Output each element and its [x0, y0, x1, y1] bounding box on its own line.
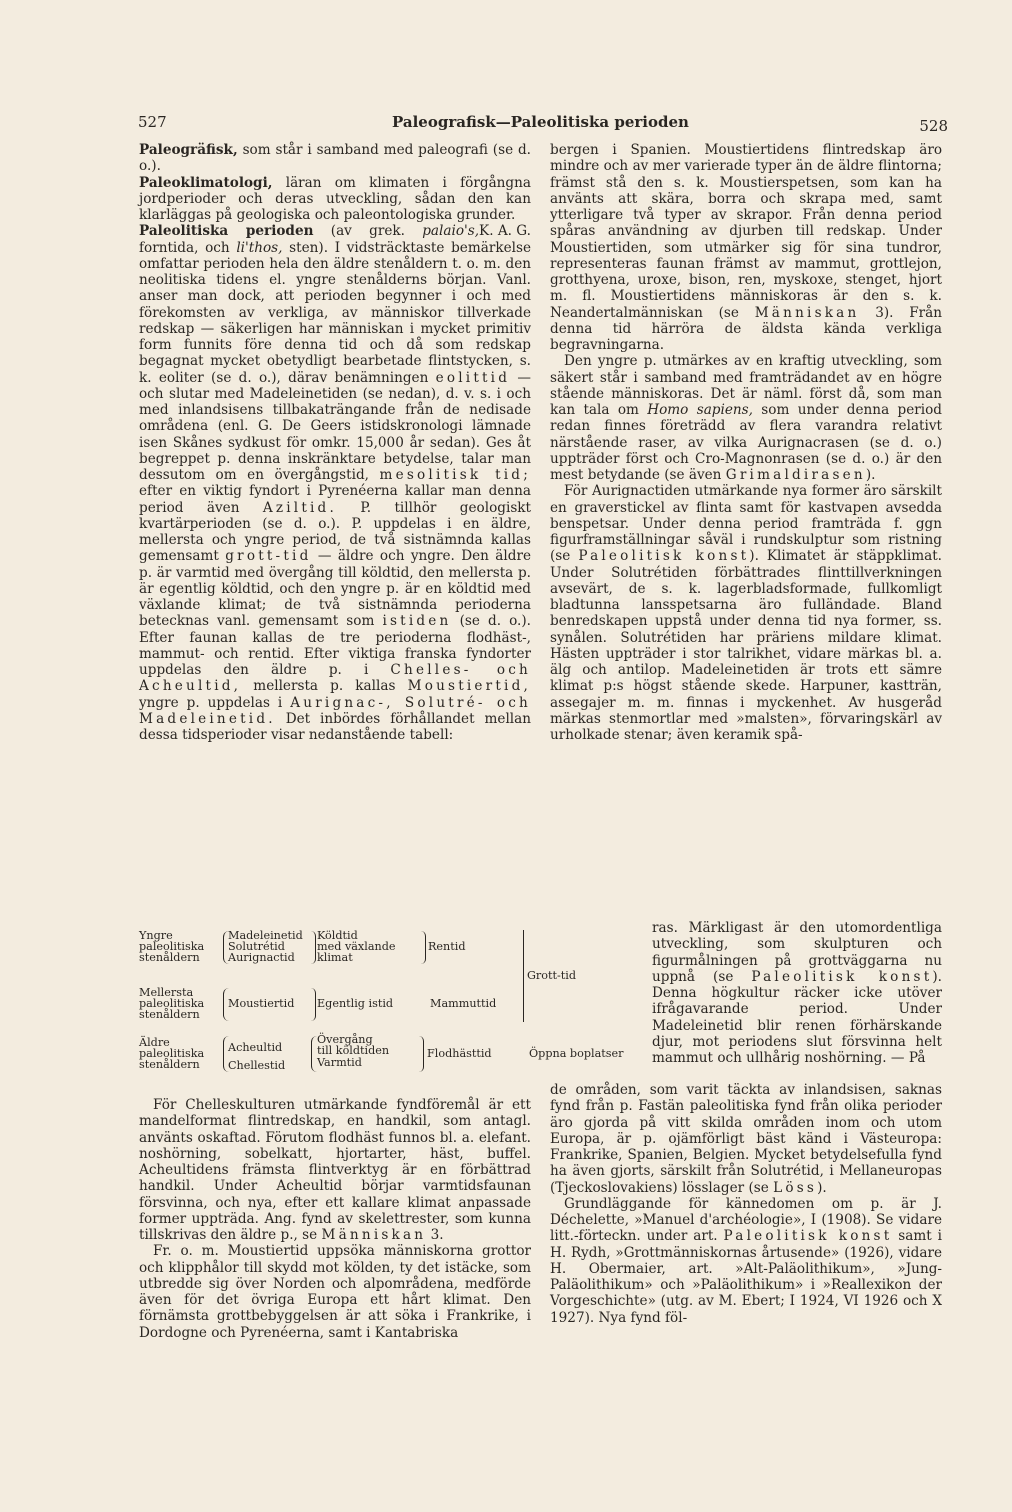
- right-column-lower: [550, 1082, 942, 1326]
- table-cell: Flodhästtid: [427, 1047, 492, 1060]
- table-cell: Madeleinetid: [228, 929, 303, 942]
- left-column-lower: [139, 1097, 531, 1341]
- table-cell: stenåldern: [139, 951, 200, 964]
- table-cell: Egentlig istid: [317, 997, 394, 1010]
- paragraph: [139, 1243, 531, 1341]
- table-cell: Chellestid: [228, 1059, 286, 1072]
- paragraph-text: ). Klimatet är stäppklimat. Under Solutrétiden förbättrades flinttillverkningen avsevärt, de s. k. lagerbladsformade, fullkomligt bladtunna lansspetsarna äro fulländade. Bland benredskapen uppstå under denna tid nya former, ss. synålen. Solutrétiden har präriens mildare klimat. Hästen uppträder i stor talrikhet, vidare märkas bl. a. älg och antilop. Madeleinetiden är trots ett sämre klimat p:s högst stående skede. Harpuner, kastträn, assegajer m. m. finnas i myckenhet. Av husgeråd märkas stenmortlar med »malsten», förvaringskärl av urholkade stenar; även keramik spå-: [550, 548, 942, 743]
- table-cell: Moustiertid: [228, 997, 295, 1010]
- period-table: [139, 930, 659, 1080]
- spaced-term: Aurignac-, Solutré- och Madeleinetid.: [139, 694, 532, 727]
- table-cell: stenåldern: [139, 1008, 200, 1021]
- page-number-right: 528: [919, 117, 948, 135]
- table-cell: Mellersta: [139, 986, 194, 999]
- table-cell: paleolitiska: [139, 1047, 205, 1060]
- table-cell: Mammuttid: [430, 997, 497, 1010]
- table-cell: Övergång: [317, 1033, 373, 1046]
- author-signature: K. A. G.: [479, 223, 531, 240]
- paragraph-text: som under denna period redan finnes företrädd av flera varandra relativt närstående raser, av vilka Aurignacrasen (se d. o.) uppträder först och Cro-Magnonrasen (se d. o.) är den mest betydande (se även: [550, 402, 942, 483]
- paragraph-text: För Aurignactiden utmärkande nya former äro särskilt en graverstickel av flinta samt för kastvapen avsedda benspetsar. Under denna period framträda f. ggn figurframställningar såväl i rundskulptur som ristning (se: [550, 483, 942, 565]
- table-cell: Rentid: [428, 940, 466, 953]
- entry-text: (se d. o.). Efter faunan kallas de tre perioderna flodhäst-, mammut- och rentid. Efter viktiga franska fyndorter uppdelas den äldre p. i: [139, 613, 531, 678]
- spaced-term: Moustiertid,: [407, 678, 531, 695]
- paragraph: [550, 1082, 942, 1196]
- paragraph: [550, 1196, 942, 1326]
- table-cell: Öppna boplatser: [529, 1047, 624, 1060]
- brace: [421, 931, 426, 964]
- paragraph-text: 3). Från denna tid härröra de äldsta kända verkliga begravningarna.: [550, 304, 942, 353]
- entry-paleolitiska-perioden: [139, 223, 531, 743]
- running-head: Paleografisk—Paleolitiska perioden: [392, 113, 689, 131]
- entry-text: mellersta p. kallas: [241, 678, 408, 695]
- entry-paleografisk: [139, 142, 531, 175]
- brace: [311, 988, 316, 1021]
- table-cell: Yngre: [139, 929, 173, 942]
- table-cell: Grott-tid: [527, 969, 577, 982]
- page-header: [130, 113, 950, 137]
- paragraph-text: bergen i Spanien. Moustiertidens flintredskap äro mindre och av mer varierade typer än de äldre flintorna; främst stå den s. k. Moustierspetsen, som kan ha använts att skära, borra och skrapa med, samt ytterligare två typer av skrapor. Från denna period spåras användning av djurben till redskap. Under Moustiertiden, som utmärker sig för sina tundror, representeras faunan främst av mammut, grottlejon, grotthyena, uroxe, bison, ren, myskoxe, stenget, hjort m. fl. Moustiertidens människoras är den s. k. Neandertalmänniskan (se: [550, 142, 942, 321]
- italic-term: Homo sapiens,: [647, 402, 753, 418]
- wrapped-paragraph: [652, 920, 942, 1066]
- table-cell: Solutrétid: [228, 940, 285, 953]
- paragraph: [652, 920, 942, 1066]
- paragraph: [139, 1097, 531, 1243]
- entry-text: Det inbördes förhållandet mellan dessa tidsperioder visar nedanstående tabell:: [139, 710, 531, 743]
- paragraph-text: Fr. o. m. Moustiertid uppsöka människorna grottor och klipphålor till skydd mot kölden, ty det istäcke, som utbredde sig över Norden och alpområdena, medförde även för det övriga Europa ett hårt klimat. Den förnämsta grottbebyggelsen är att söka i Frankrike, i Dordogne och Pyrenéerna, samt i Kantabriska: [139, 1243, 531, 1341]
- table-cell: till köldtiden: [317, 1044, 390, 1057]
- spaced-term: Löss: [773, 1179, 818, 1196]
- entry-text: — och slutar med Madeleinetiden (se nedan), d. v. s. i och med inlandsisens tillbakaträngande från de nedisade områdena (enl. G. De Geers istidskronologi lämnade isen Skånes sydkust för omkr. 15,000 år sedan). Ges åt begreppet p. denna inskränktare betydelse, talar man dessutom om en övergångstid,: [139, 369, 531, 483]
- headword: Paleolitiska perioden: [139, 223, 314, 240]
- brace: [419, 1036, 424, 1072]
- paragraph-text: ).: [817, 1179, 827, 1196]
- page-number-left: 527: [138, 113, 167, 131]
- spaced-term: Paleolitisk konst: [751, 968, 933, 985]
- paragraph-text: Den yngre p. utmärkes av en kraftig utveckling, som säkert står i samband med framträdandet av en högre stående människoras. Det är näml. först då, som man kan tala om: [550, 353, 942, 418]
- paragraph-text: ). Denna högkultur räcker icke utöver ifrågavarande period. Under Madeleinetid blir renen förhärskande djur, mot periodens slut försvinna helt mammut och ullhårig noshörning. — På: [652, 968, 942, 1066]
- table-cell: med växlande: [317, 940, 396, 953]
- entry-text: läran om klimaten i förgångna jordperioder och deras utveckling, sådan den kan klarläggas på geologiska och paleontologiska grunder.: [139, 174, 531, 223]
- spaced-term: Paleolitisk konst: [578, 548, 750, 565]
- table-cell: Köldtid: [317, 929, 358, 942]
- entry-text: som står i samband med paleografi (se d. o.).: [139, 142, 531, 175]
- spaced-term: Aziltid.: [262, 499, 337, 516]
- spaced-term: Människan: [321, 1227, 427, 1243]
- headword: Paleoklimatologi,: [139, 174, 273, 191]
- greek-term: li'thos,: [236, 239, 283, 256]
- spaced-term: Grimaldirasen: [725, 467, 866, 483]
- brace: [517, 930, 524, 1022]
- entry-text: P. tillhör geologiskt kvartärperioden (se d. o.). P. uppdelas i en äldre, mellersta och yngre period, de två sistnämnda kallas gemensamt: [139, 499, 531, 565]
- brace: [311, 931, 316, 964]
- spaced-term: Människan: [754, 304, 860, 321]
- paragraph-text: Grundläggande för kännedomen om p. är J. Déchelette, »Manuel d'archéologie», I (1908). Se vidare litt.-förteckn. under art.: [550, 1195, 942, 1245]
- table-cell: klimat: [317, 951, 353, 964]
- table-cell: stenåldern: [139, 1058, 200, 1071]
- greek-term: palaio's,: [422, 223, 480, 240]
- table-cell: Acheultid: [228, 1041, 283, 1054]
- paragraph-text: För Chelleskulturen utmärkande fyndföremål är ett mandelformat flintredskap, en handkil, som antagl. använts oskaftad. Förutom flodhäst funnos bl. a. elefant. noshörning, sobelkatt, hjortarter, häst, buffel. Acheultidens främsta flintverktyg är en förbättrad handkil. Under Acheultid börjar varmtidsfaunan försvinna, och nya, efter ett kallare klimat anpassade former uppträda. Ang. fynd av skelettrester, som kunna tillskrivas den äldre p., se: [139, 1097, 531, 1243]
- table-cell: Aurignactid: [228, 951, 295, 964]
- table-cell: paleolitiska: [139, 997, 205, 1010]
- table-cell: Varmtid: [317, 1056, 362, 1069]
- entry-text: forntida, och: [139, 239, 237, 256]
- headword: Paleogräfisk,: [139, 142, 238, 158]
- left-column: [139, 142, 531, 743]
- entry-text: yngre p. uppdelas i: [139, 694, 291, 711]
- spaced-term: mesolitisk tid;: [379, 467, 531, 483]
- entry-text: efter en viktig fyndort i Pyrenéerna kallar man denna period även: [139, 483, 531, 516]
- spaced-term: Chelles- och Acheultid,: [139, 662, 531, 695]
- paragraph-text: ).: [865, 467, 876, 483]
- paragraph-text: ras. Märkligast är den utomordentliga utveckling, som skulpturen och figurmålningen på grottväggarna nu uppnå (se: [652, 920, 942, 985]
- paragraph-text: de områden, som varit täckta av inlandsisen, saknas fynd från p. Fastän paleolitiska fynd från olika perioder äro gjorda på vitt skilda områden inom och utom Europa, är p. ojämförligt bäst känd i Västeuropa: Frankrike, Spanien, Belgien. Mycket betydelsefulla fynd ha även gjorts, särskilt från Solutrétid, i Mellaneuropas (Tjeckoslovakiens) lösslager (se: [550, 1082, 942, 1196]
- spaced-term: istiden: [382, 613, 452, 630]
- table-cell: paleolitiska: [139, 940, 205, 953]
- spaced-term: grott-tid: [225, 548, 312, 565]
- paragraph: [550, 353, 942, 483]
- table-cell: Äldre: [139, 1036, 170, 1049]
- paragraph: [550, 142, 942, 353]
- entry-text: (av grek.: [313, 223, 423, 240]
- paragraph-text: samt i H. Rydh, »Grottmänniskornas årtusende» (1926), vidare H. Obermaier, art. »Alt-Paläolithikum», »Jung-Paläolithikum» och »Paläolithikum» i »Reallexikon der Vorgeschichte» (utg. av M. Ebert; I 1924, VI 1926 och X 1927). Nya fynd föl-: [550, 1228, 942, 1326]
- paragraph: [550, 483, 942, 743]
- right-column: [550, 142, 942, 743]
- entry-text: sten). I vidsträcktaste bemärkelse omfattar perioden hela den äldre stenåldern t. o. m. den neolitiska tidens el. yngre stenålderns början. Vanl. anser man dock, att perioden begynner i och med förekomsten av verkliga, av människor tillverkade redskap — säkerligen har människan i mycket primitiv form funnits före denna tid och då som redskap begagnat mycket obetydligt bearbetade flintstycken, s. k. eoliter (se d. o.), därav benämningen: [139, 239, 531, 386]
- entry-text: — äldre och yngre. Den äldre p. är varmtid med övergång till köldtid, den mellersta p. är egentlig köldtid, och den yngre p. är en köldtid med växlande klimat; de två sistnämnda perioderna betecknas vanl. gemensamt som: [139, 548, 531, 630]
- spaced-term: Paleolitisk konst: [723, 1228, 893, 1245]
- spaced-term: eolittid: [435, 369, 511, 386]
- paragraph-text: 3.: [426, 1227, 444, 1243]
